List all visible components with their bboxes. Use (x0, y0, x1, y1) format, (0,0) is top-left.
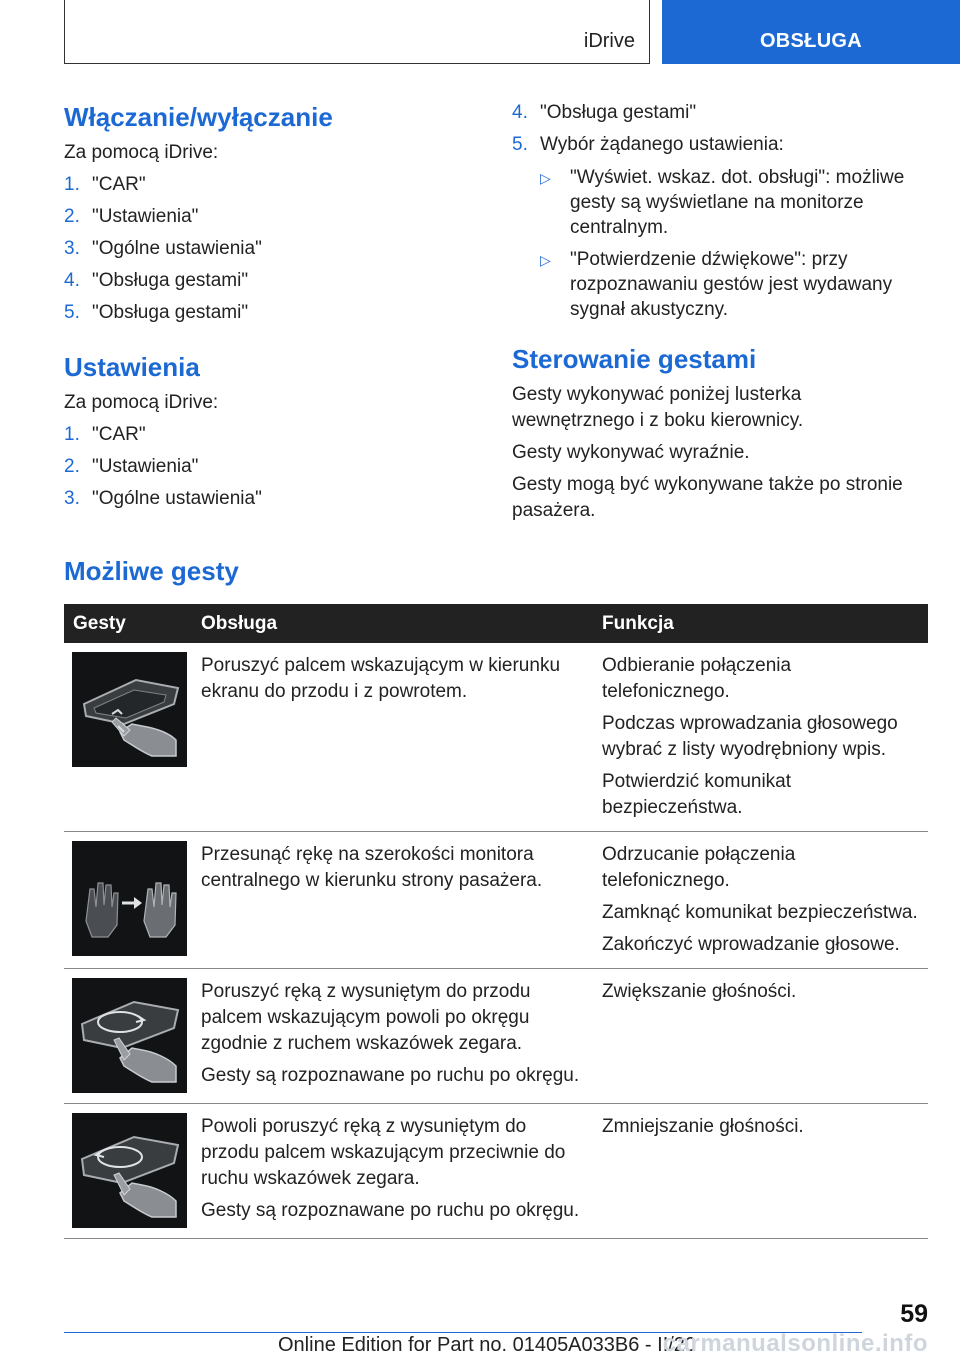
section-intro: Za pomocą iDrive: (64, 142, 219, 163)
header-cell-function: Funkcja (602, 612, 674, 634)
table-row (64, 1104, 928, 1239)
function-text: Podczas wprowadzania głosowego wybrać z listy wyodrębniony wpis. (602, 713, 898, 760)
page-number: 59 (900, 1300, 928, 1328)
function-text: Odrzucanie połączenia telefonicznego. (602, 844, 796, 891)
finger-circle-counterclockwise-gesture-icon (72, 1113, 187, 1228)
section-title-gesture-control: Sterowanie gestami (512, 344, 757, 374)
header-section-box (64, 0, 650, 64)
paragraph: Gesty wykonywać wyraźnie. (512, 442, 750, 463)
options-bullet-list (540, 165, 912, 322)
gestures-table (64, 604, 928, 1239)
header-cell-gestures: Gesty (73, 612, 126, 634)
function-text: Potwierdzić komunikat bezpieczeństwa. (602, 771, 792, 818)
section-title-possible-gestures: Możliwe gesty (64, 556, 239, 586)
header-chapter-tab (662, 0, 960, 64)
function-text: Zwiększanie głośności. (602, 981, 797, 1002)
step-item: 4. "Obsługa gestami" (512, 102, 697, 123)
section-intro: Za pomocą iDrive: (64, 392, 219, 413)
step-item: 3. "Ogólne ustawienia" (64, 238, 262, 259)
hand-swipe-gesture-icon (72, 841, 187, 956)
step-item: 3. "Ogólne ustawienia" (64, 488, 262, 509)
step-item: 1. "CAR" (64, 174, 146, 195)
section-title-on-off: Włączanie/wyłączanie (64, 102, 333, 132)
operation-text: Gesty są rozpoznawane po ruchu po okręgu. (201, 1200, 580, 1221)
steps-list-settings (64, 422, 464, 512)
operation-text: Przesunąć rękę na szerokości monitora centralnego w kierunku strony pasażera. (201, 844, 543, 891)
function-text: Zamknąć komunikat bezpieczeństwa. (602, 902, 918, 923)
bullet-item: ▷ "Potwierdzenie dźwiękowe": przy rozpoznawaniu gestów jest wydawany sygnał akustyczny. (540, 249, 893, 320)
header-section-label: iDrive (583, 30, 635, 52)
finger-circle-clockwise-gesture-icon (72, 978, 187, 1093)
operation-text: Gesty są rozpoznawane po ruchu po okręgu. (201, 1065, 580, 1086)
left-column (64, 100, 464, 512)
operation-text: Powoli poruszyć ręką z wysuniętym do przodu palcem wskazującym przeciwnie do ruchu wskazówek zegara. (201, 1116, 566, 1189)
step-item: 2. "Ustawienia" (64, 206, 199, 227)
step-item: 5. "Obsługa gestami" (64, 302, 249, 323)
footer-edition-text: Online Edition for Part no. 01405A033B6 - II/20 (278, 1334, 697, 1356)
function-text: Zakończyć wprowadzanie głosowe. (602, 934, 900, 955)
step-item: 1. "CAR" (64, 424, 146, 445)
paragraph: Gesty wykonywać poniżej lusterka wewnętrznego i z boku kierownicy. (512, 384, 804, 431)
function-text: Zmniejszanie głośności. (602, 1116, 804, 1137)
header-cell-operation: Obsługa (201, 612, 278, 634)
step-item: 5. Wybór żądanego ustawienia: (512, 134, 784, 155)
operation-text: Poruszyć ręką z wysuniętym do przodu palcem wskazującym powoli po okręgu zgodnie z ruchem wskazówek zegara. (201, 981, 531, 1054)
triangle-bullet-icon: ▷ (540, 170, 551, 186)
table-row (64, 969, 928, 1104)
steps-list-continued (512, 100, 912, 158)
header-chapter-label: OBSŁUGA (759, 30, 863, 52)
finger-forward-back-gesture-icon (72, 652, 187, 767)
bullet-item: ▷ "Wyświet. wskaz. dot. obsługi": możliwe gesty są wyświetlane na monitorze centralnym. (540, 167, 905, 238)
paragraph: Gesty mogą być wykonywane także po stronie pasażera. (512, 474, 903, 521)
operation-text: Poruszyć palcem wskazującym w kierunku ekranu do przodu i z powrotem. (201, 655, 561, 702)
steps-list-on-off (64, 172, 464, 326)
triangle-bullet-icon: ▷ (540, 252, 551, 268)
function-text: Odbieranie połączenia telefonicznego. (602, 655, 792, 702)
step-item: 4. "Obsługa gestami" (64, 270, 249, 291)
watermark: carmanualsonline.info (662, 1330, 928, 1357)
right-column (512, 100, 912, 524)
table-row (64, 832, 928, 969)
section-title-settings: Ustawienia (64, 352, 200, 382)
table-header (64, 604, 928, 643)
step-item: 2. "Ustawienia" (64, 456, 199, 477)
table-row (64, 643, 928, 832)
